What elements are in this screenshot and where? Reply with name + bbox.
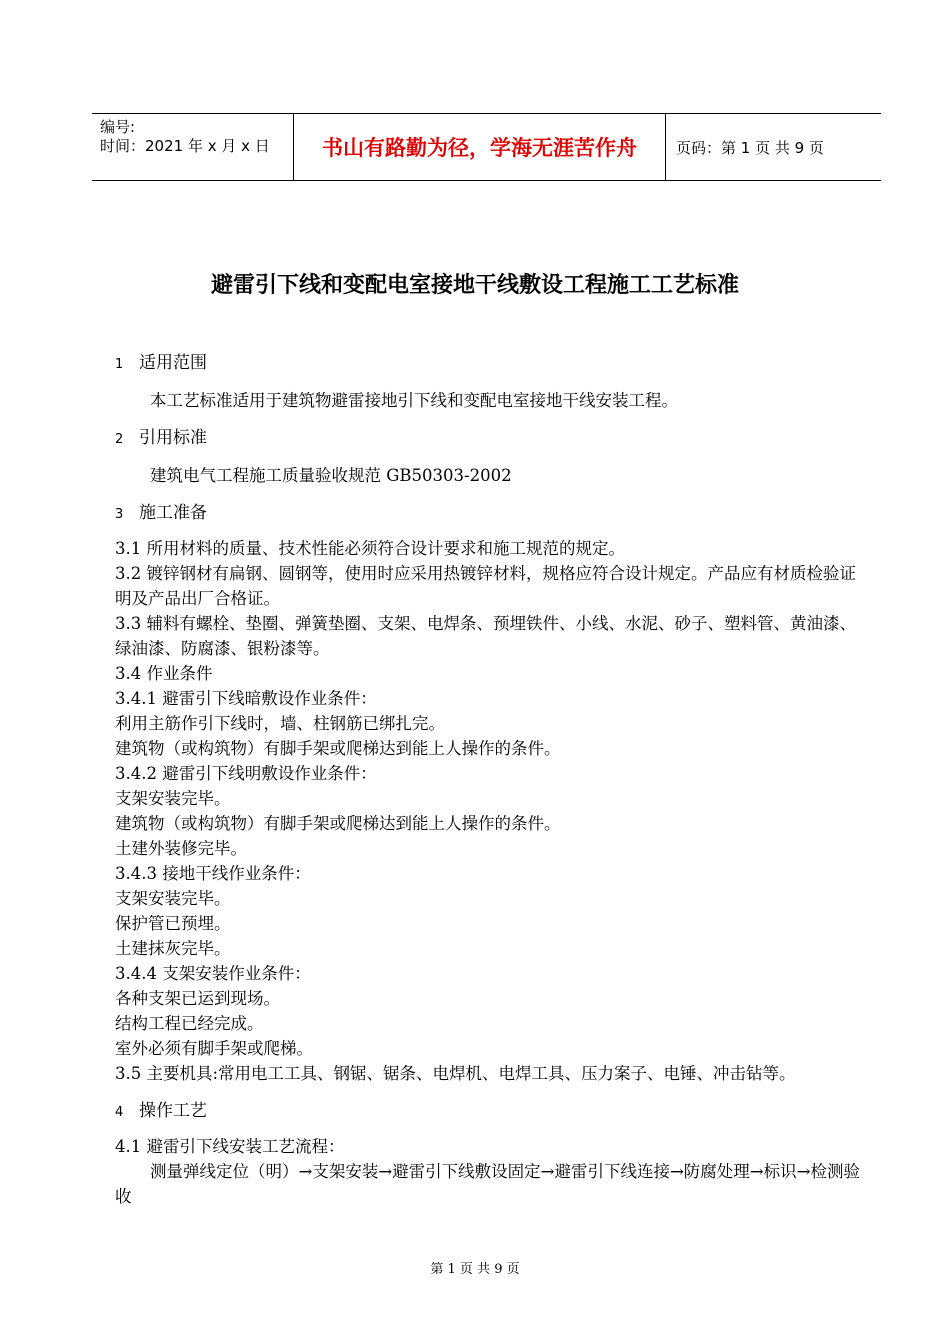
header-motto-cell [293, 114, 666, 180]
section-heading-1 [115, 350, 860, 376]
time-label: 时间：2021 年 x 月 x 日 [100, 137, 270, 155]
section-heading-2 [115, 425, 860, 451]
section-title: 引用标准 [139, 428, 207, 448]
paragraph: 各种支架已运到现场。 [115, 989, 280, 1008]
paragraph: 土建外装修完毕。 [115, 839, 247, 858]
paragraph: 3.1 所用材料的质量、技术性能必须符合设计要求和施工规范的规定。 [115, 539, 625, 558]
header-table [92, 113, 881, 181]
section-number: 2 [115, 432, 124, 447]
page-footer: 第 1 页 共 9 页 [430, 1262, 520, 1277]
document-title: 避雷引下线和变配电室接地干线敷设工程施工工艺标准 [210, 273, 739, 298]
section-title: 适用范围 [139, 353, 207, 373]
motto-text: 书山有路勤为径，学海无涯苦作舟 [322, 136, 637, 160]
document-body [115, 350, 860, 1209]
paragraph: 本工艺标准适用于建筑物避雷接地引下线和变配电室接地干线安装工程。 [150, 391, 678, 410]
header-page-cell [666, 114, 881, 180]
paragraph: 保护管已预埋。 [115, 914, 231, 933]
section-number: 3 [115, 507, 124, 522]
paragraph: 3.2 镀锌钢材有扁钢、圆钢等，使用时应采用热镀锌材料，规格应符合设计规定。产品应有材质检验证明及产品出厂合格证。 [115, 564, 856, 608]
paragraph: 支架安装完毕。 [115, 789, 231, 808]
serial-label: 编号: [100, 118, 136, 136]
paragraph: 建筑电气工程施工质量验收规范 GB50303-2002 [150, 466, 512, 485]
paragraph: 建筑物（或构筑物）有脚手架或爬梯达到能上人操作的条件。 [115, 814, 561, 833]
paragraph: 建筑物（或构筑物）有脚手架或爬梯达到能上人操作的条件。 [115, 739, 561, 758]
paragraph: 支架安装完毕。 [115, 889, 231, 908]
section-number: 1 [115, 357, 124, 372]
paragraph: 3.3 辅料有螺栓、垫圈、弹簧垫圈、支架、电焊条、预埋铁件、小线、水泥、砂子、塑料管、黄油漆、绿油漆、防腐漆、银粉漆等。 [115, 614, 856, 658]
paragraph: 3.4.4 支架安装作业条件： [115, 964, 311, 983]
paragraph: 利用主筋作引下线时，墙、柱钢筋已绑扎完。 [115, 714, 445, 733]
paragraph: 结构工程已经完成。 [115, 1014, 264, 1033]
paragraph: 3.4 作业条件 [115, 664, 213, 683]
section-heading-3 [115, 500, 860, 526]
section-number: 4 [115, 1105, 124, 1120]
paragraph: 3.4.2 避雷引下线明敷设作业条件： [115, 764, 377, 783]
section-title: 施工准备 [139, 503, 207, 523]
header-left-cell [92, 114, 293, 180]
paragraph: 3.4.1 避雷引下线暗敷设作业条件： [115, 689, 377, 708]
paragraph: 3.4.3 接地干线作业条件： [115, 864, 311, 883]
paragraph: 室外必须有脚手架或爬梯。 [115, 1039, 313, 1058]
section-title: 操作工艺 [139, 1101, 207, 1121]
paragraph: 3.5 主要机具:常用电工工具、钢锯、锯条、电焊机、电焊工具、压力案子、电锤、冲击钻等。 [115, 1064, 796, 1083]
paragraph: 土建抹灰完毕。 [115, 939, 231, 958]
page-info: 页码：第 1 页 共 9 页 [676, 138, 824, 157]
section-heading-4 [115, 1098, 860, 1124]
paragraph: 测量弹线定位（明）→支架安装→避雷引下线敷设固定→避雷引下线连接→防腐处理→标识→检测验收 [115, 1162, 860, 1206]
paragraph: 4.1 避雷引下线安装工艺流程： [115, 1137, 345, 1156]
